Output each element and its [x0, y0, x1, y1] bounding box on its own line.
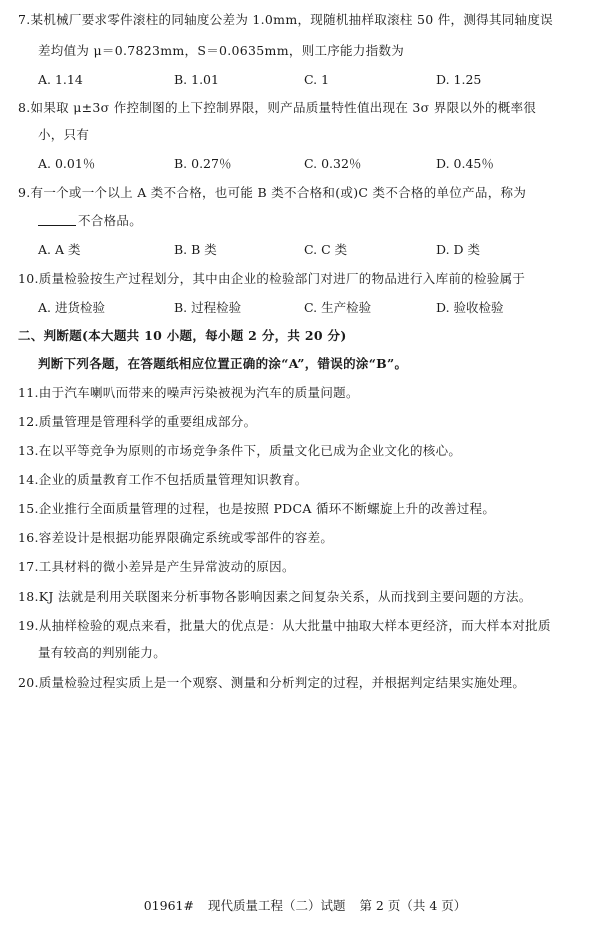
exam-code: 01961# [143, 898, 194, 913]
option-a: A. 进货检验 [38, 300, 105, 315]
option-c: C. 0.32％ [304, 156, 362, 171]
question-16: 16.容差设计是根据功能界限确定系统或零部件的容差。 [18, 530, 334, 545]
question-19-line-2: 量有较高的判别能力。 [38, 645, 167, 660]
question-7-line-2: 差均值为 μ＝0.7823mm，S＝0.0635mm，则工序能力指数为 [38, 43, 405, 58]
option-b: B. 1.01 [174, 72, 219, 87]
question-18: 18.KJ 法就是利用关联图来分析事物各影响因素之间复杂关系，从而找到主要问题的方法。 [18, 589, 532, 604]
section-2-instruction: 判断下列各题，在答题纸相应位置正确的涂“A”，错误的涂“B”。 [38, 356, 408, 371]
option-a: A. A 类 [38, 242, 81, 257]
question-14: 14.企业的质量教育工作不包括质量管理知识教育。 [18, 472, 308, 487]
question-7-options [38, 72, 598, 88]
question-12: 12.质量管理是管理科学的重要组成部分。 [18, 414, 257, 429]
option-d: D. 验收检验 [436, 300, 504, 315]
option-d: D. D 类 [436, 242, 481, 257]
page-number: 第 2 页（共 4 页） [359, 898, 467, 913]
question-17: 17.工具材料的微小差异是产生异常波动的原因。 [18, 559, 295, 574]
question-13: 13.在以平等竞争为原则的市场竞争条件下，质量文化已成为企业文化的核心。 [18, 443, 462, 458]
option-d: D. 0.45％ [436, 156, 494, 171]
question-11: 11.由于汽车喇叭而带来的噪声污染被视为汽车的质量问题。 [18, 385, 359, 400]
option-a: A. 1.14 [38, 72, 83, 87]
option-b: B. 0.27％ [174, 156, 232, 171]
question-10-options [38, 300, 598, 316]
exam-title: 现代质量工程（二）试题 [207, 898, 346, 913]
question-9-line-1: 9.有一个或一个以上 A 类不合格，也可能 B 类不合格和(或)C 类不合格的单位产品，称为 [18, 185, 527, 200]
option-a: A. 0.01％ [38, 156, 96, 171]
question-9-line-2-text: 不合格品。 [78, 213, 143, 228]
question-20: 20.质量检验过程实质上是一个观察、测量和分析判定的过程，并根据判定结果实施处理。 [18, 675, 526, 690]
section-2-title: 二、判断题(本大题共 10 小题，每小题 2 分，共 20 分) [18, 328, 347, 343]
question-8-line-2: 小，只有 [38, 127, 90, 142]
option-b: B. B 类 [174, 242, 217, 257]
page-footer [0, 898, 610, 914]
option-c: C. 1 [304, 72, 330, 87]
question-10-line-1: 10.质量检验按生产过程划分，其中由企业的检验部门对进厂的物品进行入库前的检验属于 [18, 271, 526, 286]
answer-blank [38, 213, 76, 226]
question-7-line-1: 7.某机械厂要求零件滚柱的同轴度公差为 1.0mm，现随机抽样取滚柱 50 件，测得其同轴度误 [18, 12, 553, 27]
question-19-line-1: 19.从抽样检验的观点来看，批量大的优点是：从大批量中抽取大样本更经济，而大样本对批质 [18, 618, 551, 633]
question-9-options [38, 242, 598, 258]
option-b: B. 过程检验 [174, 300, 242, 315]
option-c: C. 生产检验 [304, 300, 372, 315]
option-d: D. 1.25 [436, 72, 482, 87]
question-8-line-1: 8.如果取 μ±3σ 作控制图的上下控制界限，则产品质量特性值出现在 3σ 界限以外的概率很 [18, 100, 537, 115]
option-c: C. C 类 [304, 242, 348, 257]
question-9-line-2 [38, 213, 596, 229]
question-15: 15.企业推行全面质量管理的过程，也是按照 PDCA 循环不断螺旋上升的改善过程。 [18, 501, 496, 516]
question-8-options [38, 156, 598, 172]
